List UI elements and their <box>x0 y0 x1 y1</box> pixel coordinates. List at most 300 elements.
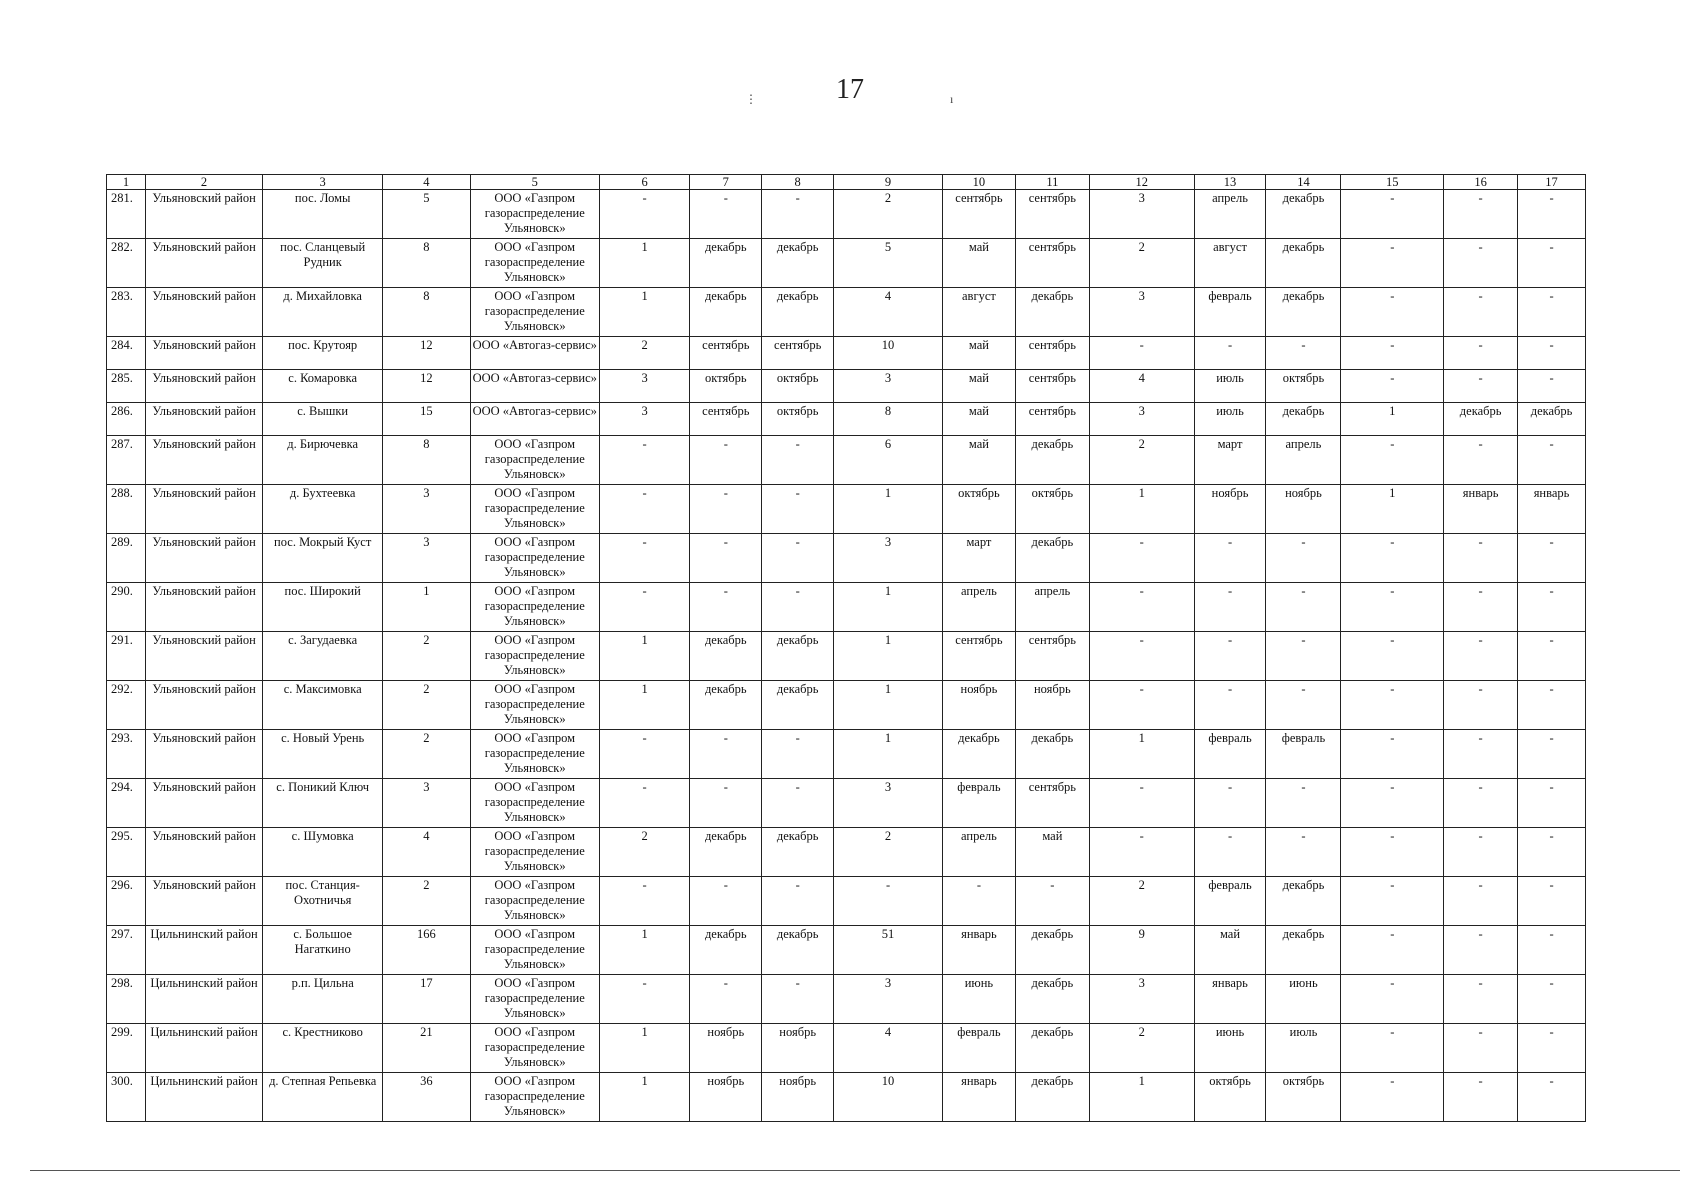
table-row <box>107 632 1586 681</box>
table-cell-col-9: 3 <box>834 975 943 1024</box>
table-cell-col-17: - <box>1518 779 1586 828</box>
table-cell-col-16: - <box>1444 828 1518 877</box>
table-cell-col-7: декабрь <box>690 632 762 681</box>
table-cell-col-10: февраль <box>942 1024 1015 1073</box>
table-cell-col-5: ООО «Газпром газораспределение Ульяновск» <box>470 1073 599 1122</box>
table-cell-col-3: с. Большое Нагаткино <box>263 926 383 975</box>
table-cell-col-1: 283. <box>107 288 146 337</box>
table-cell-col-14: - <box>1266 632 1341 681</box>
table-cell-col-2: Ульяновский район <box>146 779 263 828</box>
table-cell-col-13: - <box>1194 632 1266 681</box>
table-cell-col-6: - <box>599 190 689 239</box>
table-cell-col-12: 1 <box>1089 485 1194 534</box>
table-cell-col-13: август <box>1194 239 1266 288</box>
table-cell-col-7: - <box>690 436 762 485</box>
table-cell-col-6: 1 <box>599 1024 689 1073</box>
table-cell-col-10: май <box>942 370 1015 403</box>
table-cell-col-8: декабрь <box>762 239 834 288</box>
table-cell-col-9: 8 <box>834 403 943 436</box>
table-cell-col-15: - <box>1341 239 1444 288</box>
table-cell-col-12: 1 <box>1089 730 1194 779</box>
table-cell-col-1: 286. <box>107 403 146 436</box>
table-cell-col-10: май <box>942 239 1015 288</box>
table-cell-col-3: пос. Ломы <box>263 190 383 239</box>
column-header-15: 15 <box>1341 175 1444 190</box>
table-cell-col-3: с. Новый Урень <box>263 730 383 779</box>
table-cell-col-7: ноябрь <box>690 1073 762 1122</box>
table-cell-col-7: октябрь <box>690 370 762 403</box>
table-cell-col-16: - <box>1444 190 1518 239</box>
table-cell-col-14: декабрь <box>1266 403 1341 436</box>
column-header-7: 7 <box>690 175 762 190</box>
table-cell-col-11: - <box>1015 877 1089 926</box>
table-cell-col-8: - <box>762 975 834 1024</box>
table-cell-col-3: с. Шумовка <box>263 828 383 877</box>
table-cell-col-10: сентябрь <box>942 632 1015 681</box>
table-cell-col-3: с. Крестниково <box>263 1024 383 1073</box>
table-cell-col-6: - <box>599 583 689 632</box>
table-cell-col-2: Цильнинский район <box>146 1073 263 1122</box>
table-cell-col-11: сентябрь <box>1015 239 1089 288</box>
table-cell-col-8: - <box>762 436 834 485</box>
table-cell-col-3: д. Михайловка <box>263 288 383 337</box>
table-cell-col-6: 2 <box>599 337 689 370</box>
table-cell-col-14: декабрь <box>1266 239 1341 288</box>
table-cell-col-7: - <box>690 534 762 583</box>
table-cell-col-2: Ульяновский район <box>146 337 263 370</box>
table-body <box>107 190 1586 1122</box>
table-cell-col-12: 2 <box>1089 239 1194 288</box>
table-cell-col-10: май <box>942 337 1015 370</box>
table-cell-col-5: ООО «Газпром газораспределение Ульяновск» <box>470 877 599 926</box>
table-cell-col-9: 10 <box>834 337 943 370</box>
table-row <box>107 681 1586 730</box>
table-cell-col-7: декабрь <box>690 926 762 975</box>
table-cell-col-17: - <box>1518 975 1586 1024</box>
table-cell-col-5: ООО «Газпром газораспределение Ульяновск» <box>470 975 599 1024</box>
table-cell-col-11: сентябрь <box>1015 190 1089 239</box>
table-cell-col-6: 1 <box>599 681 689 730</box>
table-cell-col-6: 1 <box>599 1073 689 1122</box>
table-cell-col-12: 2 <box>1089 877 1194 926</box>
column-header-8: 8 <box>762 175 834 190</box>
table-cell-col-17: - <box>1518 730 1586 779</box>
table-cell-col-17: - <box>1518 337 1586 370</box>
table-cell-col-16: - <box>1444 239 1518 288</box>
table-cell-col-14: октябрь <box>1266 1073 1341 1122</box>
table-cell-col-14: декабрь <box>1266 190 1341 239</box>
table-cell-col-8: ноябрь <box>762 1073 834 1122</box>
table-cell-col-17: - <box>1518 239 1586 288</box>
table-cell-col-2: Ульяновский район <box>146 877 263 926</box>
table-cell-col-10: сентябрь <box>942 190 1015 239</box>
table-cell-col-10: май <box>942 436 1015 485</box>
table-cell-col-2: Ульяновский район <box>146 288 263 337</box>
table-cell-col-15: - <box>1341 1073 1444 1122</box>
table-cell-col-15: - <box>1341 877 1444 926</box>
table-cell-col-6: - <box>599 534 689 583</box>
column-header-1: 1 <box>107 175 146 190</box>
table-row <box>107 288 1586 337</box>
table-cell-col-3: пос. Мокрый Куст <box>263 534 383 583</box>
table-cell-col-16: - <box>1444 337 1518 370</box>
table-cell-col-6: - <box>599 730 689 779</box>
table-cell-col-15: - <box>1341 779 1444 828</box>
table-cell-col-15: - <box>1341 370 1444 403</box>
table-cell-col-16: - <box>1444 1073 1518 1122</box>
table-cell-col-2: Ульяновский район <box>146 190 263 239</box>
table-cell-col-6: 1 <box>599 632 689 681</box>
table-cell-col-15: - <box>1341 190 1444 239</box>
table-cell-col-7: - <box>690 485 762 534</box>
table-cell-col-1: 295. <box>107 828 146 877</box>
table-cell-col-13: январь <box>1194 975 1266 1024</box>
column-header-13: 13 <box>1194 175 1266 190</box>
column-header-11: 11 <box>1015 175 1089 190</box>
table-cell-col-11: октябрь <box>1015 485 1089 534</box>
table-cell-col-12: 3 <box>1089 190 1194 239</box>
table-cell-col-3: с. Вышки <box>263 403 383 436</box>
table-cell-col-5: ООО «Газпром газораспределение Ульяновск» <box>470 239 599 288</box>
table-cell-col-4: 8 <box>383 436 470 485</box>
table-cell-col-11: ноябрь <box>1015 681 1089 730</box>
table-cell-col-17: - <box>1518 632 1586 681</box>
table-cell-col-12: 2 <box>1089 436 1194 485</box>
table-cell-col-7: декабрь <box>690 828 762 877</box>
table-cell-col-5: ООО «Газпром газораспределение Ульяновск» <box>470 534 599 583</box>
table-cell-col-16: декабрь <box>1444 403 1518 436</box>
table-cell-col-5: ООО «Газпром газораспределение Ульяновск» <box>470 436 599 485</box>
table-cell-col-9: - <box>834 877 943 926</box>
table-cell-col-4: 2 <box>383 632 470 681</box>
table-cell-col-2: Ульяновский район <box>146 403 263 436</box>
table-cell-col-11: апрель <box>1015 583 1089 632</box>
table-cell-col-2: Ульяновский район <box>146 239 263 288</box>
table-row <box>107 583 1586 632</box>
table-cell-col-10: - <box>942 877 1015 926</box>
table-cell-col-9: 1 <box>834 485 943 534</box>
table-cell-col-16: - <box>1444 370 1518 403</box>
table-cell-col-14: - <box>1266 779 1341 828</box>
table-cell-col-3: д. Степная Репьевка <box>263 1073 383 1122</box>
table-cell-col-9: 1 <box>834 730 943 779</box>
table-cell-col-16: - <box>1444 926 1518 975</box>
table-cell-col-10: июнь <box>942 975 1015 1024</box>
table-cell-col-14: июль <box>1266 1024 1341 1073</box>
table-cell-col-12: - <box>1089 779 1194 828</box>
table-cell-col-1: 287. <box>107 436 146 485</box>
table-cell-col-4: 17 <box>383 975 470 1024</box>
table-cell-col-2: Ульяновский район <box>146 730 263 779</box>
table-cell-col-9: 4 <box>834 1024 943 1073</box>
table-cell-col-14: - <box>1266 337 1341 370</box>
table-cell-col-14: - <box>1266 828 1341 877</box>
table-cell-col-4: 8 <box>383 288 470 337</box>
table-cell-col-6: - <box>599 975 689 1024</box>
table-cell-col-16: - <box>1444 288 1518 337</box>
table-cell-col-6: 3 <box>599 403 689 436</box>
table-cell-col-6: - <box>599 436 689 485</box>
table-row <box>107 239 1586 288</box>
table-cell-col-5: ООО «Газпром газораспределение Ульяновск» <box>470 583 599 632</box>
table-cell-col-4: 5 <box>383 190 470 239</box>
column-header-17: 17 <box>1518 175 1586 190</box>
table-cell-col-14: - <box>1266 534 1341 583</box>
table-cell-col-11: декабрь <box>1015 730 1089 779</box>
table-cell-col-3: пос. Сланцевый Рудник <box>263 239 383 288</box>
table-cell-col-6: 1 <box>599 288 689 337</box>
table-cell-col-12: - <box>1089 681 1194 730</box>
table-cell-col-14: - <box>1266 681 1341 730</box>
table-cell-col-15: - <box>1341 828 1444 877</box>
table-row <box>107 485 1586 534</box>
table-cell-col-15: - <box>1341 1024 1444 1073</box>
table-cell-col-10: апрель <box>942 583 1015 632</box>
table-cell-col-2: Ульяновский район <box>146 485 263 534</box>
table-cell-col-12: 3 <box>1089 975 1194 1024</box>
table-cell-col-6: - <box>599 877 689 926</box>
table-cell-col-11: декабрь <box>1015 975 1089 1024</box>
table-cell-col-2: Ульяновский район <box>146 681 263 730</box>
table-cell-col-15: - <box>1341 436 1444 485</box>
table-cell-col-8: - <box>762 534 834 583</box>
table-cell-col-1: 293. <box>107 730 146 779</box>
table-cell-col-8: ноябрь <box>762 1024 834 1073</box>
table-cell-col-13: - <box>1194 583 1266 632</box>
table-cell-col-13: март <box>1194 436 1266 485</box>
table-cell-col-4: 3 <box>383 485 470 534</box>
table-cell-col-7: сентябрь <box>690 403 762 436</box>
page-number: 17 <box>836 74 864 105</box>
schedule-table <box>106 174 1586 1122</box>
table-cell-col-3: пос. Станция-Охотничья <box>263 877 383 926</box>
table-cell-col-2: Ульяновский район <box>146 632 263 681</box>
table-cell-col-13: - <box>1194 779 1266 828</box>
table-cell-col-9: 2 <box>834 828 943 877</box>
table-row <box>107 337 1586 370</box>
table-cell-col-8: сентябрь <box>762 337 834 370</box>
table-cell-col-14: октябрь <box>1266 370 1341 403</box>
table-cell-col-7: декабрь <box>690 288 762 337</box>
table-cell-col-1: 282. <box>107 239 146 288</box>
table-cell-col-17: - <box>1518 436 1586 485</box>
table-cell-col-11: сентябрь <box>1015 403 1089 436</box>
table-cell-col-17: - <box>1518 190 1586 239</box>
table-cell-col-12: 4 <box>1089 370 1194 403</box>
table-cell-col-2: Цильнинский район <box>146 975 263 1024</box>
table-cell-col-15: - <box>1341 534 1444 583</box>
table-cell-col-16: - <box>1444 436 1518 485</box>
table-cell-col-5: ООО «Газпром газораспределение Ульяновск» <box>470 681 599 730</box>
table-row <box>107 779 1586 828</box>
table-cell-col-6: 1 <box>599 926 689 975</box>
table-cell-col-5: ООО «Газпром газораспределение Ульяновск» <box>470 190 599 239</box>
table-cell-col-4: 2 <box>383 877 470 926</box>
table-cell-col-9: 1 <box>834 632 943 681</box>
column-header-3: 3 <box>263 175 383 190</box>
table-cell-col-16: - <box>1444 779 1518 828</box>
table-cell-col-13: - <box>1194 534 1266 583</box>
column-header-10: 10 <box>942 175 1015 190</box>
table-cell-col-12: - <box>1089 337 1194 370</box>
table-cell-col-16: - <box>1444 877 1518 926</box>
table-cell-col-10: март <box>942 534 1015 583</box>
table-cell-col-13: февраль <box>1194 877 1266 926</box>
table-cell-col-16: - <box>1444 534 1518 583</box>
table-cell-col-4: 21 <box>383 1024 470 1073</box>
table-cell-col-15: - <box>1341 975 1444 1024</box>
table-cell-col-10: май <box>942 403 1015 436</box>
column-header-16: 16 <box>1444 175 1518 190</box>
table-cell-col-15: - <box>1341 632 1444 681</box>
table-cell-col-5: ООО «Автогаз-сервис» <box>470 370 599 403</box>
table-cell-col-4: 3 <box>383 534 470 583</box>
table-cell-col-17: - <box>1518 288 1586 337</box>
table-cell-col-9: 4 <box>834 288 943 337</box>
table-cell-col-16: - <box>1444 583 1518 632</box>
table-cell-col-14: - <box>1266 583 1341 632</box>
table-cell-col-5: ООО «Газпром газораспределение Ульяновск» <box>470 485 599 534</box>
table-cell-col-16: - <box>1444 681 1518 730</box>
table-cell-col-9: 1 <box>834 583 943 632</box>
table-cell-col-13: февраль <box>1194 288 1266 337</box>
table-cell-col-10: август <box>942 288 1015 337</box>
table-cell-col-3: с. Максимовка <box>263 681 383 730</box>
table-cell-col-13: - <box>1194 681 1266 730</box>
table-cell-col-8: декабрь <box>762 926 834 975</box>
table-cell-col-11: сентябрь <box>1015 337 1089 370</box>
table-cell-col-1: 300. <box>107 1073 146 1122</box>
table-cell-col-3: пос. Широкий <box>263 583 383 632</box>
table-cell-col-17: - <box>1518 583 1586 632</box>
table-row <box>107 730 1586 779</box>
table-row <box>107 534 1586 583</box>
table-cell-col-11: декабрь <box>1015 534 1089 583</box>
table-cell-col-16: - <box>1444 975 1518 1024</box>
table-cell-col-14: декабрь <box>1266 926 1341 975</box>
table-cell-col-9: 3 <box>834 370 943 403</box>
column-header-2: 2 <box>146 175 263 190</box>
table-row <box>107 436 1586 485</box>
table-cell-col-3: с. Комаровка <box>263 370 383 403</box>
table-cell-col-5: ООО «Газпром газораспределение Ульяновск» <box>470 288 599 337</box>
column-header-12: 12 <box>1089 175 1194 190</box>
table-cell-col-17: - <box>1518 926 1586 975</box>
table-row <box>107 975 1586 1024</box>
table-cell-col-17: - <box>1518 828 1586 877</box>
table-cell-col-2: Цильнинский район <box>146 926 263 975</box>
table-cell-col-9: 2 <box>834 190 943 239</box>
table-cell-col-4: 3 <box>383 779 470 828</box>
table-cell-col-15: - <box>1341 288 1444 337</box>
table-cell-col-11: декабрь <box>1015 288 1089 337</box>
table-cell-col-13: февраль <box>1194 730 1266 779</box>
table-cell-col-13: - <box>1194 828 1266 877</box>
table-cell-col-8: декабрь <box>762 632 834 681</box>
table-row <box>107 877 1586 926</box>
table-cell-col-9: 3 <box>834 534 943 583</box>
table-cell-col-15: - <box>1341 730 1444 779</box>
table-cell-col-3: д. Бухтеевка <box>263 485 383 534</box>
table-cell-col-9: 5 <box>834 239 943 288</box>
table-cell-col-2: Ульяновский район <box>146 370 263 403</box>
column-header-9: 9 <box>834 175 943 190</box>
table-cell-col-9: 51 <box>834 926 943 975</box>
table-cell-col-13: июнь <box>1194 1024 1266 1073</box>
table-cell-col-5: ООО «Газпром газораспределение Ульяновск» <box>470 926 599 975</box>
table-cell-col-15: 1 <box>1341 485 1444 534</box>
table-cell-col-4: 12 <box>383 370 470 403</box>
table-cell-col-10: октябрь <box>942 485 1015 534</box>
table-cell-col-12: 3 <box>1089 403 1194 436</box>
table-cell-col-12: 1 <box>1089 1073 1194 1122</box>
table-cell-col-10: январь <box>942 1073 1015 1122</box>
table-cell-col-17: - <box>1518 877 1586 926</box>
table-row <box>107 190 1586 239</box>
table-cell-col-16: - <box>1444 1024 1518 1073</box>
table-cell-col-11: декабрь <box>1015 1073 1089 1122</box>
table-cell-col-15: 1 <box>1341 403 1444 436</box>
table-cell-col-3: р.п. Цильна <box>263 975 383 1024</box>
table-cell-col-1: 281. <box>107 190 146 239</box>
table-cell-col-15: - <box>1341 926 1444 975</box>
table-cell-col-14: декабрь <box>1266 877 1341 926</box>
table-cell-col-7: - <box>690 877 762 926</box>
table-cell-col-9: 10 <box>834 1073 943 1122</box>
table-cell-col-8: - <box>762 485 834 534</box>
table-cell-col-17: - <box>1518 1073 1586 1122</box>
table-cell-col-11: декабрь <box>1015 1024 1089 1073</box>
table-cell-col-8: декабрь <box>762 681 834 730</box>
column-header-5: 5 <box>470 175 599 190</box>
table-cell-col-8: октябрь <box>762 403 834 436</box>
table-cell-col-1: 292. <box>107 681 146 730</box>
table-row <box>107 1073 1586 1122</box>
table-cell-col-2: Цильнинский район <box>146 1024 263 1073</box>
table-cell-col-8: - <box>762 190 834 239</box>
table-cell-col-14: февраль <box>1266 730 1341 779</box>
table-cell-col-1: 298. <box>107 975 146 1024</box>
table-cell-col-2: Ульяновский район <box>146 828 263 877</box>
table-cell-col-17: январь <box>1518 485 1586 534</box>
table-cell-col-8: октябрь <box>762 370 834 403</box>
table-cell-col-2: Ульяновский район <box>146 583 263 632</box>
table-cell-col-4: 2 <box>383 730 470 779</box>
table-cell-col-13: апрель <box>1194 190 1266 239</box>
table-cell-col-12: - <box>1089 632 1194 681</box>
table-cell-col-6: - <box>599 485 689 534</box>
table-cell-col-4: 2 <box>383 681 470 730</box>
table-cell-col-16: - <box>1444 730 1518 779</box>
table-cell-col-13: - <box>1194 337 1266 370</box>
table-cell-col-10: ноябрь <box>942 681 1015 730</box>
column-header-14: 14 <box>1266 175 1341 190</box>
table-cell-col-5: ООО «Газпром газораспределение Ульяновск» <box>470 1024 599 1073</box>
table-cell-col-3: пос. Крутояр <box>263 337 383 370</box>
table-cell-col-11: сентябрь <box>1015 779 1089 828</box>
table-cell-col-12: - <box>1089 583 1194 632</box>
table-row <box>107 370 1586 403</box>
table-cell-col-16: январь <box>1444 485 1518 534</box>
table-cell-col-5: ООО «Газпром газораспределение Ульяновск» <box>470 828 599 877</box>
table-cell-col-4: 12 <box>383 337 470 370</box>
table-cell-col-5: ООО «Газпром газораспределение Ульяновск» <box>470 779 599 828</box>
table-cell-col-11: май <box>1015 828 1089 877</box>
table-cell-col-3: д. Бирючевка <box>263 436 383 485</box>
table-cell-col-12: 2 <box>1089 1024 1194 1073</box>
table-cell-col-6: 1 <box>599 239 689 288</box>
column-header-4: 4 <box>383 175 470 190</box>
